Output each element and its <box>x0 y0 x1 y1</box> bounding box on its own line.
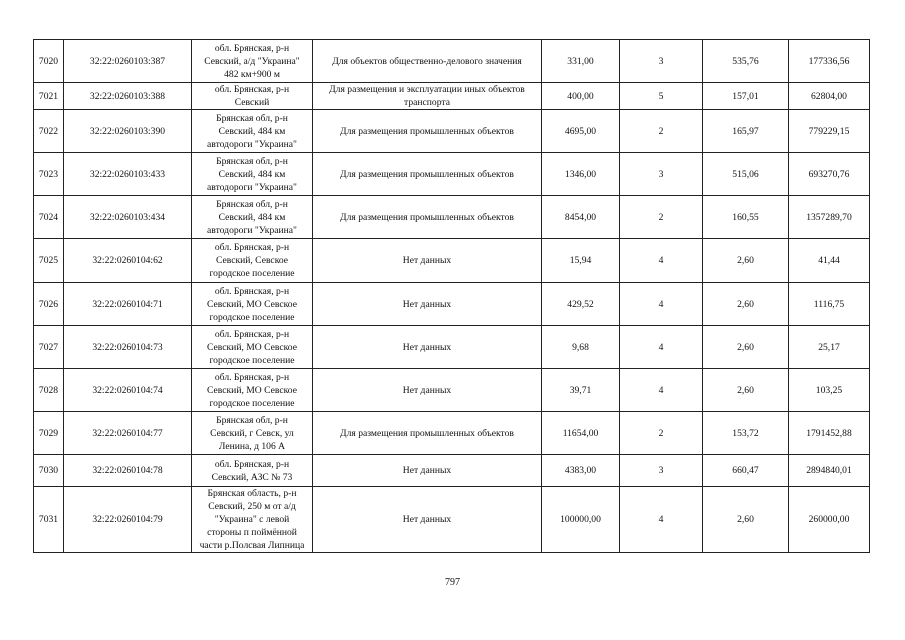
specific-value-cell: 2,60 <box>703 369 789 412</box>
specific-value-cell: 165,97 <box>703 110 789 153</box>
address-cell: обл. Брянская, р-н Севский, МО Севское городское поселение <box>192 283 313 326</box>
group-cell: 4 <box>620 326 703 369</box>
specific-value-cell: 160,55 <box>703 196 789 239</box>
table-row <box>34 412 870 455</box>
specific-value-cell: 153,72 <box>703 412 789 455</box>
cadastral-number: 32:22:0260104:77 <box>64 412 192 455</box>
table-body <box>34 40 870 553</box>
specific-value-cell: 2,60 <box>703 487 789 553</box>
cadastral-value-cell: 2894840,01 <box>789 455 870 487</box>
specific-value-cell: 515,06 <box>703 153 789 196</box>
permitted-use-cell: Нет данных <box>313 369 542 412</box>
address-cell: Брянская обл, р-н Севский, г Севск, ул Ленина, д 106 А <box>192 412 313 455</box>
permitted-use-cell: Нет данных <box>313 239 542 283</box>
permitted-use-cell: Для объектов общественно-делового значения <box>313 40 542 83</box>
row-number: 7031 <box>34 487 64 553</box>
cadastral-number: 32:22:0260104:73 <box>64 326 192 369</box>
permitted-use-cell: Нет данных <box>313 487 542 553</box>
table-row <box>34 110 870 153</box>
table-row <box>34 239 870 283</box>
table-row <box>34 40 870 83</box>
row-number: 7024 <box>34 196 64 239</box>
row-number: 7028 <box>34 369 64 412</box>
area-cell: 11654,00 <box>542 412 620 455</box>
table-row <box>34 83 870 110</box>
cadastral-number: 32:22:0260103:434 <box>64 196 192 239</box>
permitted-use-cell: Для размещения промышленных объектов <box>313 153 542 196</box>
row-number: 7025 <box>34 239 64 283</box>
permitted-use-cell: Нет данных <box>313 455 542 487</box>
permitted-use-cell: Для размещения и эксплуатации иных объектов транспорта <box>313 83 542 110</box>
area-cell: 39,71 <box>542 369 620 412</box>
specific-value-cell: 2,60 <box>703 326 789 369</box>
permitted-use-cell: Нет данных <box>313 283 542 326</box>
cadastral-number: 32:22:0260103:387 <box>64 40 192 83</box>
group-cell: 2 <box>620 196 703 239</box>
row-number: 7030 <box>34 455 64 487</box>
row-number: 7023 <box>34 153 64 196</box>
cadastral-value-cell: 779229,15 <box>789 110 870 153</box>
group-cell: 4 <box>620 369 703 412</box>
group-cell: 2 <box>620 412 703 455</box>
area-cell: 1346,00 <box>542 153 620 196</box>
specific-value-cell: 2,60 <box>703 239 789 283</box>
group-cell: 4 <box>620 239 703 283</box>
cadastral-number: 32:22:0260104:62 <box>64 239 192 283</box>
group-cell: 4 <box>620 487 703 553</box>
cadastral-value-cell: 62804,00 <box>789 83 870 110</box>
permitted-use-cell: Для размещения промышленных объектов <box>313 110 542 153</box>
table-row <box>34 455 870 487</box>
cadastral-number: 32:22:0260104:71 <box>64 283 192 326</box>
group-cell: 3 <box>620 40 703 83</box>
address-cell: Брянская область, р-н Севский, 250 м от а/д "Украина" с левой стороны п поймённой части р.Полсвая Липница <box>192 487 313 553</box>
cadastral-value-cell: 177336,56 <box>789 40 870 83</box>
cadastral-value-cell: 25,17 <box>789 326 870 369</box>
area-cell: 429,52 <box>542 283 620 326</box>
permitted-use-cell: Для размещения промышленных объектов <box>313 412 542 455</box>
row-number: 7021 <box>34 83 64 110</box>
cadastral-value-cell: 1357289,70 <box>789 196 870 239</box>
area-cell: 8454,00 <box>542 196 620 239</box>
table-row <box>34 153 870 196</box>
cadastral-number: 32:22:0260103:388 <box>64 83 192 110</box>
group-cell: 2 <box>620 110 703 153</box>
area-cell: 15,94 <box>542 239 620 283</box>
area-cell: 331,00 <box>542 40 620 83</box>
specific-value-cell: 535,76 <box>703 40 789 83</box>
row-number: 7029 <box>34 412 64 455</box>
address-cell: Брянская обл, р-н Севский, 484 км автодороги "Украина" <box>192 110 313 153</box>
area-cell: 4695,00 <box>542 110 620 153</box>
permitted-use-cell: Для размещения промышленных объектов <box>313 196 542 239</box>
address-cell: Брянская обл, р-н Севский, 484 км автодороги "Украина" <box>192 196 313 239</box>
row-number: 7022 <box>34 110 64 153</box>
area-cell: 100000,00 <box>542 487 620 553</box>
cadastral-number: 32:22:0260104:78 <box>64 455 192 487</box>
address-cell: Брянская обл, р-н Севский, 484 км автодороги "Украина" <box>192 153 313 196</box>
address-cell: обл. Брянская, р-н Севский <box>192 83 313 110</box>
cadastral-value-cell: 260000,00 <box>789 487 870 553</box>
area-cell: 9,68 <box>542 326 620 369</box>
cadastral-value-table <box>33 39 870 553</box>
area-cell: 4383,00 <box>542 455 620 487</box>
cadastral-number: 32:22:0260104:74 <box>64 369 192 412</box>
table-row <box>34 283 870 326</box>
specific-value-cell: 660,47 <box>703 455 789 487</box>
table-row <box>34 369 870 412</box>
group-cell: 3 <box>620 153 703 196</box>
page-number: 797 <box>445 577 460 588</box>
cadastral-value-cell: 41,44 <box>789 239 870 283</box>
cadastral-number: 32:22:0260103:390 <box>64 110 192 153</box>
cadastral-value-cell: 1791452,88 <box>789 412 870 455</box>
table-row <box>34 487 870 553</box>
table-row <box>34 326 870 369</box>
address-cell: обл. Брянская, р-н Севский, а/д "Украина" 482 км+900 м <box>192 40 313 83</box>
cadastral-value-cell: 693270,76 <box>789 153 870 196</box>
group-cell: 5 <box>620 83 703 110</box>
address-cell: обл. Брянская, р-н Севский, АЗС № 73 <box>192 455 313 487</box>
address-cell: обл. Брянская, р-н Севский, МО Севское городское поселение <box>192 326 313 369</box>
row-number: 7026 <box>34 283 64 326</box>
cadastral-value-cell: 1116,75 <box>789 283 870 326</box>
row-number: 7020 <box>34 40 64 83</box>
group-cell: 4 <box>620 283 703 326</box>
cadastral-number: 32:22:0260103:433 <box>64 153 192 196</box>
row-number: 7027 <box>34 326 64 369</box>
specific-value-cell: 157,01 <box>703 83 789 110</box>
group-cell: 3 <box>620 455 703 487</box>
permitted-use-cell: Нет данных <box>313 326 542 369</box>
cadastral-number: 32:22:0260104:79 <box>64 487 192 553</box>
table-row <box>34 196 870 239</box>
address-cell: обл. Брянская, р-н Севский, Севское городское поселение <box>192 239 313 283</box>
address-cell: обл. Брянская, р-н Севский, МО Севское городское поселение <box>192 369 313 412</box>
specific-value-cell: 2,60 <box>703 283 789 326</box>
area-cell: 400,00 <box>542 83 620 110</box>
cadastral-value-cell: 103,25 <box>789 369 870 412</box>
